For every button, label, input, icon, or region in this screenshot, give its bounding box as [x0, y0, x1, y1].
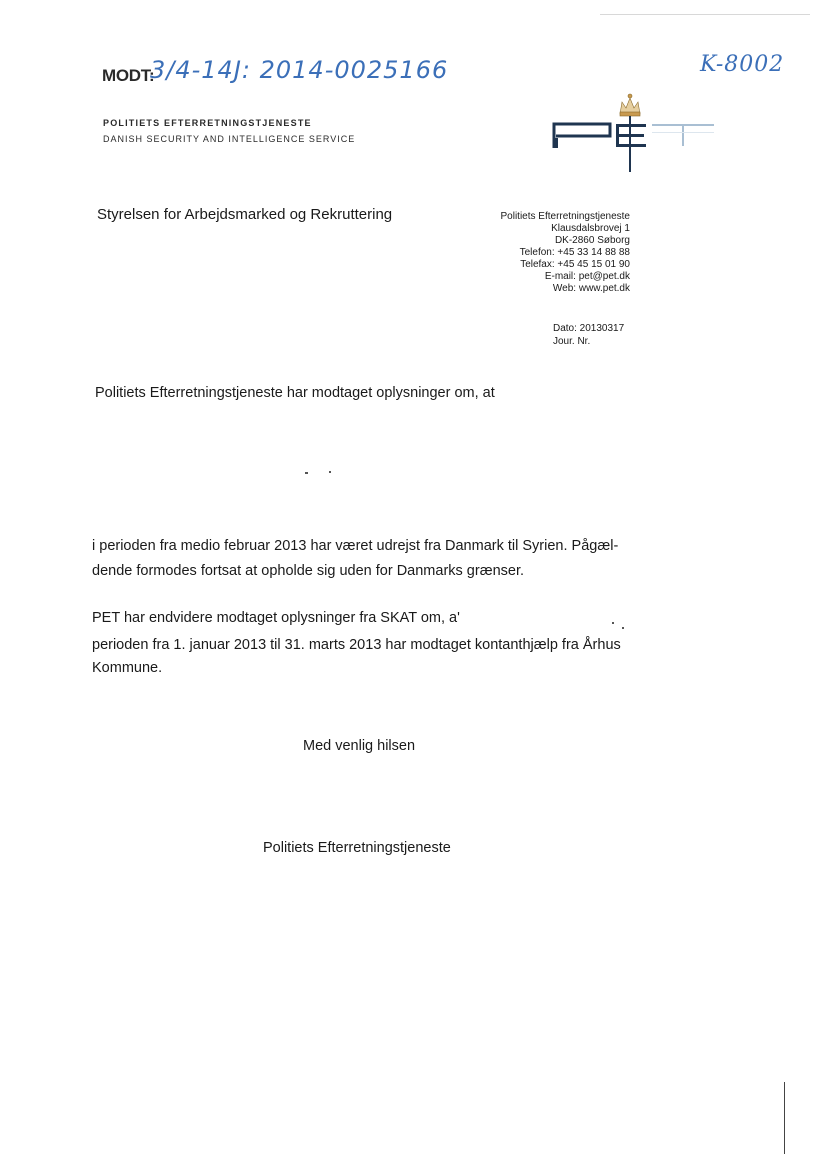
- address-line: Klausdalsbrovej 1: [551, 223, 630, 234]
- sender-address-block: [470, 211, 630, 295]
- address-line: Telefax: +45 45 15 01 90: [520, 259, 630, 270]
- address-line: Web: www.pet.dk: [552, 283, 630, 294]
- corner-handwritten-note: K-8002: [700, 52, 785, 77]
- address-line: Politiets Efterretningstjeneste: [500, 211, 630, 222]
- pet-logo-graphic: [548, 92, 718, 174]
- address-line: E-mail: pet@pet.dk: [544, 271, 630, 282]
- journal-line: Jour. Nr.: [553, 336, 591, 347]
- body-paragraph-2-line-1: i perioden fra medio februar 2013 har været udrejst fra Danmark til Syrien. Pågæl-: [92, 538, 619, 554]
- agency-name-english: DANISH SECURITY AND INTELLIGENCE SERVICE: [103, 134, 356, 144]
- redaction-speck: [305, 472, 308, 474]
- address-line: DK-2860 Søborg: [554, 235, 630, 246]
- body-paragraph-1: Politiets Efterretningstjeneste har modtaget oplysninger om, at: [95, 385, 495, 401]
- signature-agency: Politiets Efterretningstjeneste: [263, 840, 451, 856]
- received-stamp-label: MODT:: [102, 66, 155, 85]
- body-paragraph-3-line-1: PET har endvidere modtaget oplysninger fra SKAT om, a': [92, 610, 460, 626]
- received-stamp-handwriting: 3/4-14J: 2014-0025166: [150, 56, 449, 84]
- agency-name-danish: POLITIETS EFTERRETNINGSTJENESTE: [103, 118, 312, 128]
- recipient-name: Styrelsen for Arbejdsmarked og Rekruttering: [97, 206, 393, 223]
- crown-icon: [620, 94, 640, 116]
- body-paragraph-2-line-2: dende formodes fortsat at opholde sig uden for Danmarks grænser.: [92, 563, 525, 579]
- address-line: Telefon: +45 33 14 88 88: [519, 247, 630, 258]
- date-line: Dato: 20130317: [553, 323, 625, 334]
- date-block: [553, 322, 624, 348]
- body-paragraph-3-line-2: perioden fra 1. januar 2013 til 31. marts 2013 har modtaget kontanthjælp fra Århus: [92, 637, 621, 653]
- closing-greeting: Med venlig hilsen: [303, 738, 416, 754]
- redaction-speck: [622, 627, 624, 629]
- redaction-speck: [329, 471, 331, 473]
- scan-edge-line: [600, 14, 810, 15]
- body-paragraph-3-line-3: Kommune.: [92, 660, 163, 676]
- scan-edge-line: [784, 1082, 785, 1154]
- redaction-speck: [612, 622, 614, 624]
- pet-logo: [548, 92, 718, 174]
